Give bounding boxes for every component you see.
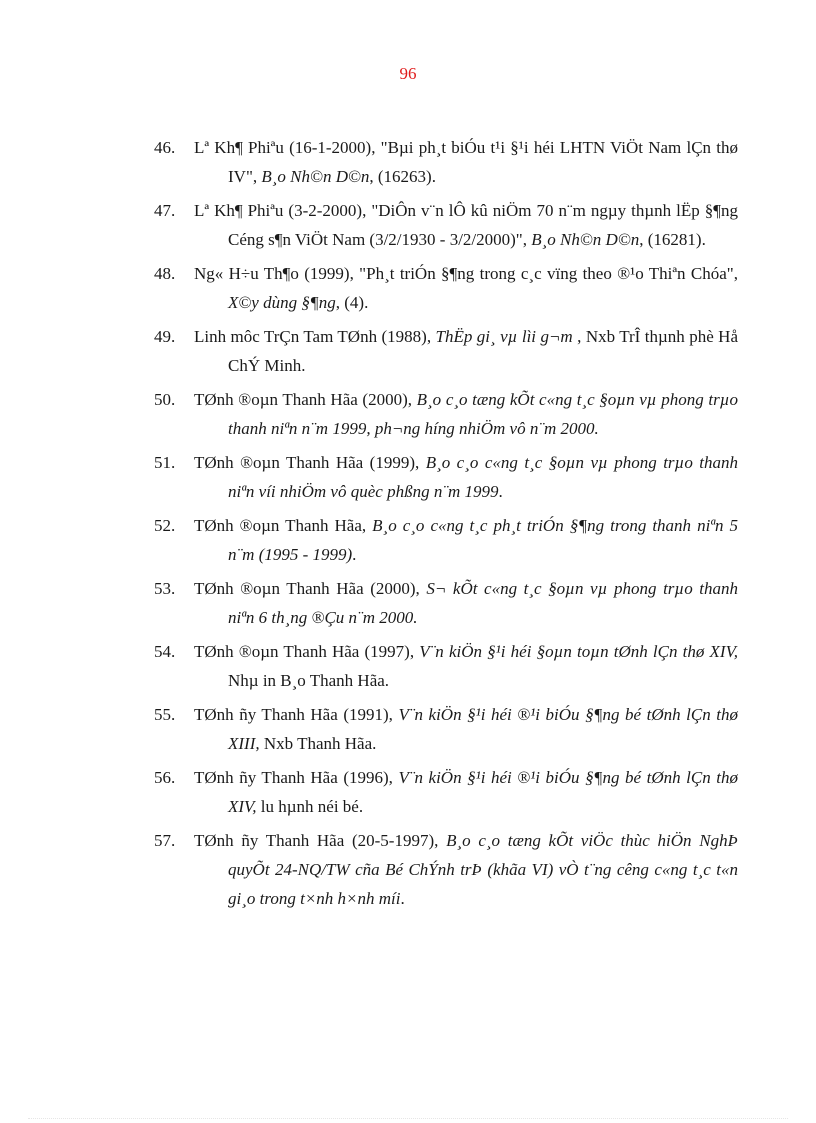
reference-text [194, 390, 738, 438]
reference-number: 51. [154, 453, 176, 472]
reference-text-segment: , Nxb TrÎ thµnh phè Hå ChÝ Minh. [228, 327, 738, 375]
reference-text [194, 705, 738, 753]
reference-text [194, 579, 738, 627]
reference-number: 49. [154, 327, 176, 346]
reference-text [194, 768, 738, 816]
reference-text [194, 831, 738, 908]
reference-text-segment: Lª Kh¶ Phiªu (16-1-2000), "Bµi ph¸t biÓu t¹i §¹i héi LHTN ViÖt Nam lÇn thø IV", [194, 138, 738, 186]
reference-title-italic: B¸o Nh©n D©n [261, 167, 370, 186]
reference-text-segment: , (16263). [369, 167, 436, 186]
reference-title-italic: V¨n kiÖn §¹i héi ®¹i biÓu §¶ng bé tØnh lÇn thø XIV, [228, 768, 738, 816]
reference-text-segment: Nhµ in B¸o Thanh Hãa. [228, 671, 390, 690]
reference-number: 46. [154, 138, 176, 157]
reference-entry [154, 259, 738, 317]
reference-text [194, 264, 738, 312]
reference-number: 48. [154, 264, 176, 283]
reference-entry [154, 448, 738, 506]
reference-text-segment: , (16281). [639, 230, 706, 249]
reference-number: 52. [154, 516, 176, 535]
reference-text-segment: . [498, 482, 503, 501]
reference-text-segment: Lª Kh¶ Phiªu (3-2-2000), "DiÔn v¨n lÔ kû niÖm 70 n¨m ngµy thµnh lËp §¶ng Céng s¶n ViÖt Nam (3/2/1930 - 3/2/2000)", [194, 201, 738, 249]
reference-text [194, 327, 738, 375]
reference-number: 54. [154, 642, 176, 661]
reference-text-segment: TØnh ®oµn Thanh Hãa (1999), [194, 453, 426, 472]
page-number: 96 [399, 64, 417, 83]
reference-text-segment: TØnh ñy Thanh Hãa (1996), [194, 768, 399, 787]
reference-title-italic: B¸o c¸o tæng kÕt viÖc thùc hiÖn NghÞ quyÕt 24-NQ/TW cña Bé ChÝnh trÞ (khãa VI) vÒ t¨ng cêng c«ng t¸c t«n gi¸o trong t×nh h×nh míi [228, 831, 738, 908]
reference-text-segment: TØnh ®oµn Thanh Hãa (2000), [194, 579, 427, 598]
reference-text-segment: , (4). [335, 293, 369, 312]
reference-entry [154, 511, 738, 569]
page-bottom-divider [28, 1118, 788, 1119]
reference-title-italic: X©y dùng §¶ng [228, 293, 336, 312]
reference-number: 56. [154, 768, 176, 787]
reference-text-segment: TØnh ®oµn Thanh Hãa (2000), [194, 390, 417, 409]
reference-title-italic: S¬ kÕt c«ng t¸c §oµn vµ phong trµo thanh niªn 6 th¸ng ®Çu n¨m 2000. [228, 579, 739, 627]
reference-title-italic: ThËp gi¸ vµ lìi g¬m [435, 327, 573, 346]
reference-title-italic: B¸o c¸o tæng kÕt c«ng t¸c §oµn vµ phong trµo thanh niªn n¨m 1999, ph¬ng híng nhiÖm vô n¨m 2000. [228, 390, 738, 438]
reference-number: 47. [154, 201, 176, 220]
reference-entry [154, 133, 738, 191]
reference-text-segment: Linh môc TrÇn Tam TØnh (1988), [194, 327, 436, 346]
reference-entry [154, 826, 738, 913]
reference-entry [154, 385, 738, 443]
reference-text-segment: Ng« H÷u Th¶o (1999), "Ph¸t triÓn §¶ng trong c¸c vïng theo ®¹o Thiªn Chóa", [194, 264, 738, 283]
reference-title-italic: V¨n kiÖn §¹i héi ®¹i biÓu §¶ng bé tØnh lÇn thø XIII, [228, 705, 738, 753]
reference-number: 57. [154, 831, 176, 850]
reference-title-italic: B¸o Nh©n D©n [531, 230, 640, 249]
reference-text [194, 201, 738, 249]
reference-title-italic: V¨n kiÖn §¹i héi §oµn toµn tØnh lÇn thø XIV, [419, 642, 739, 661]
reference-entry [154, 637, 738, 695]
reference-text-segment: TØnh ñy Thanh Hãa (20-5-1997), [194, 831, 447, 850]
reference-text-segment: TØnh ®oµn Thanh Hãa (1997), [194, 642, 420, 661]
reference-entry [154, 196, 738, 254]
reference-number: 55. [154, 705, 176, 724]
reference-text [194, 642, 738, 690]
reference-entry [154, 700, 738, 758]
reference-text [194, 516, 738, 564]
reference-entry [154, 322, 738, 380]
reference-text [194, 453, 738, 501]
reference-title-italic: B¸o c¸o c«ng t¸c ph¸t triÓn §¶ng trong thanh niªn 5 n¨m (1995 - 1999) [228, 516, 738, 564]
reference-text-segment: lu hµnh néi bé. [256, 797, 364, 816]
reference-text-segment: . [400, 889, 405, 908]
reference-entry [154, 574, 738, 632]
reference-list [154, 133, 738, 918]
reference-text-segment: TØnh ñy Thanh Hãa (1991), [194, 705, 399, 724]
reference-title-italic: B¸o c¸o c«ng t¸c §oµn vµ phong trµo thanh niªn víi nhiÖm vô quèc phßng n¨m 1999 [228, 453, 738, 501]
reference-text-segment: Nxb Thanh Hãa. [259, 734, 377, 753]
reference-number: 53. [154, 579, 176, 598]
reference-text [194, 138, 738, 186]
reference-entry [154, 763, 738, 821]
reference-text-segment: . [352, 545, 357, 564]
reference-text-segment: TØnh ®oµn Thanh Hãa, [194, 516, 373, 535]
reference-number: 50. [154, 390, 176, 409]
